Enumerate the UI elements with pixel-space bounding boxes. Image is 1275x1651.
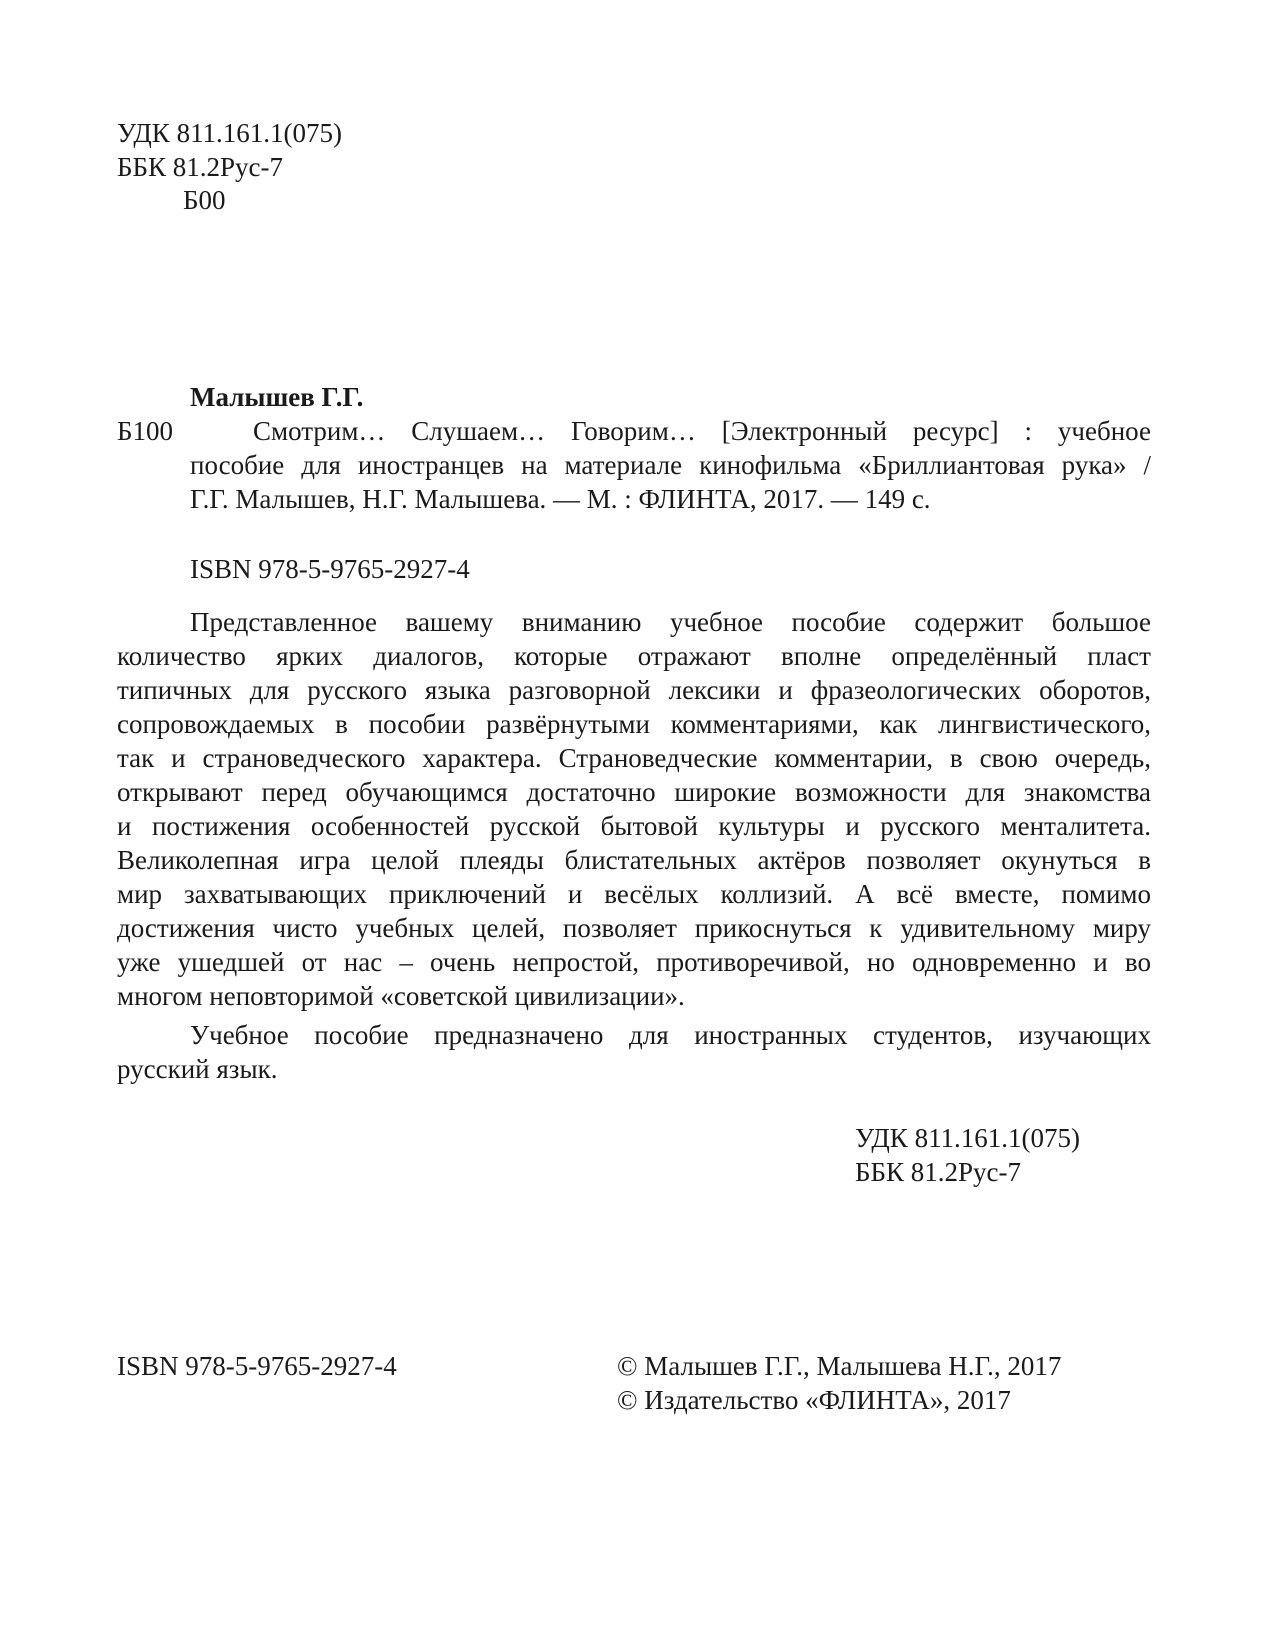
footer-isbn: ISBN 978-5-9765-2927-4	[117, 1351, 397, 1381]
copyright-authors: © Малышев Г.Г., Малышева Н.Г., 2017	[617, 1351, 1062, 1381]
annotation-line: Учебное пособие предназначено для иностранных студентов, изучающих	[190, 1020, 1151, 1050]
annotation-line: количество ярких диалогов, которые отражают вполне определённый пласт	[117, 641, 1151, 671]
annotation-line: Представленное вашему вниманию учебное пособие содержит большое	[190, 607, 1151, 637]
annotation-line: так и страноведческого характера. Страноведческие комментарии, в свою очередь,	[117, 743, 1151, 773]
bbk-index-top: ББК 81.2Рус-7	[117, 152, 284, 182]
udk-index-bottom: УДК 811.161.1(075)	[855, 1123, 1081, 1153]
annotation-line: многом неповторимой «советской цивилизации».	[117, 981, 685, 1011]
annotation-line: и постижения особенностей русской бытовой культуры и русского менталитета.	[117, 811, 1151, 841]
annotation-line: типичных для русского языка разговорной лексики и фразеологических оборотов,	[117, 675, 1151, 705]
record-isbn: ISBN 978-5-9765-2927-4	[190, 554, 470, 584]
annotation-line: Великолепная игра целой плеяды блистательных актёров позволяет окунуться в	[117, 845, 1151, 875]
annotation-line: достижения чисто учебных целей, позволяет прикоснуться к удивительному миру	[117, 913, 1151, 943]
record-description-line: Смотрим… Слушаем… Говорим… [Электронный ресурс] : учебное	[253, 416, 1151, 446]
annotation-line: русский язык.	[117, 1054, 278, 1084]
record-author: Малышев Г.Г.	[190, 382, 364, 412]
record-description-line: Г.Г. Малышев, Н.Г. Малышева. — М. : ФЛИНТА, 2017. — 149 с.	[190, 484, 931, 514]
bbk-index-bottom: ББК 81.2Рус-7	[855, 1157, 1022, 1187]
author-sign-top: Б00	[183, 185, 226, 215]
annotation-line: открывают перед обучающимся достаточно широкие возможности для знакомства	[117, 777, 1151, 807]
record-author-sign: Б100	[117, 416, 174, 446]
record-description-line: пособие для иностранцев на материале кинофильма «Бриллиантовая рука» /	[190, 450, 1151, 480]
annotation-line: сопровождаемых в пособии развёрнутыми комментариями, как лингвистического,	[117, 709, 1151, 739]
annotation-line: уже ушедшей от нас – очень непростой, противоречивой, но одновременно и во	[117, 947, 1151, 977]
copyright-publisher: © Издательство «ФЛИНТА», 2017	[617, 1385, 1011, 1415]
annotation-line: мир захватывающих приключений и весёлых коллизий. А всё вместе, помимо	[117, 879, 1151, 909]
udk-index-top: УДК 811.161.1(075)	[117, 118, 343, 148]
